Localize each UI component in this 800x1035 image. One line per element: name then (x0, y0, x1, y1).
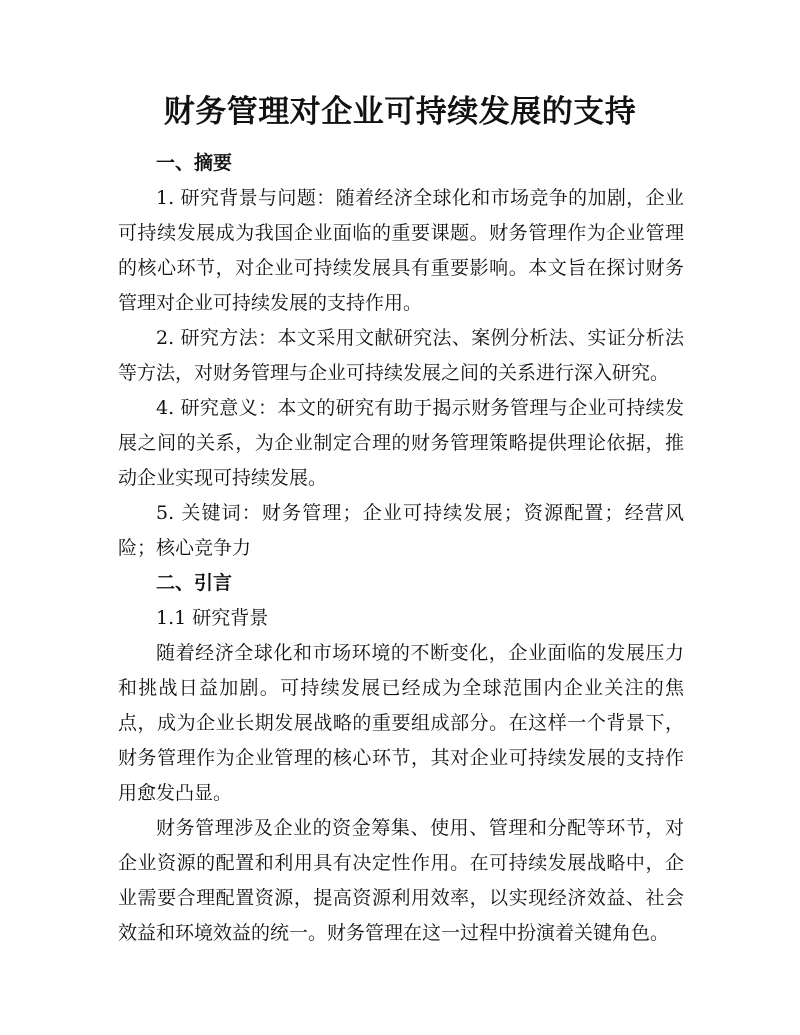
subsection-heading-background: 1.1 研究背景 (156, 607, 269, 629)
document-title: 财务管理对企业可持续发展的支持 (163, 94, 637, 130)
abstract-paragraph-significance: 4. 研究意义：本文的研究有助于揭示财务管理与企业可持续发展之间的关系，为企业制定合理的财务管理策略提供理论依据，推动企业实现可持续发展。 (118, 397, 684, 489)
abstract-paragraph-method: 2. 研究方法：本文采用文献研究法、案例分析法、实证分析法等方法，对财务管理与企业可持续发展之间的关系进行深入研究。 (118, 327, 684, 384)
section-heading-introduction: 二、引言 (156, 572, 233, 594)
abstract-paragraph-background: 1. 研究背景与问题：随着经济全球化和市场竞争的加剧，企业可持续发展成为我国企业面临的重要课题。财务管理作为企业管理的核心环节，对企业可持续发展具有重要影响。本文旨在探讨财务管理对企业可持续发展的支持作用。 (118, 187, 684, 314)
intro-paragraph-2: 财务管理涉及企业的资金筹集、使用、管理和分配等环节，对企业资源的配置和利用具有决定性作用。在可持续发展战略中，企业需要合理配置资源，提高资源利用效率，以实现经济效益、社会效益和环境效益的统一。财务管理在这一过程中扮演着关键角色。 (118, 817, 684, 944)
abstract-paragraph-keywords: 5. 关键词：财务管理；企业可持续发展；资源配置；经营风险；核心竞争力 (118, 502, 684, 559)
section-heading-abstract: 一、摘要 (156, 152, 233, 174)
document-body (118, 146, 684, 951)
intro-paragraph-1: 随着经济全球化和市场环境的不断变化，企业面临的发展压力和挑战日益加剧。可持续发展已经成为全球范围内企业关注的焦点，成为企业长期发展战略的重要组成部分。在这样一个背景下，财务管理作为企业管理的核心环节，其对企业可持续发展的支持作用愈发凸显。 (118, 642, 684, 804)
